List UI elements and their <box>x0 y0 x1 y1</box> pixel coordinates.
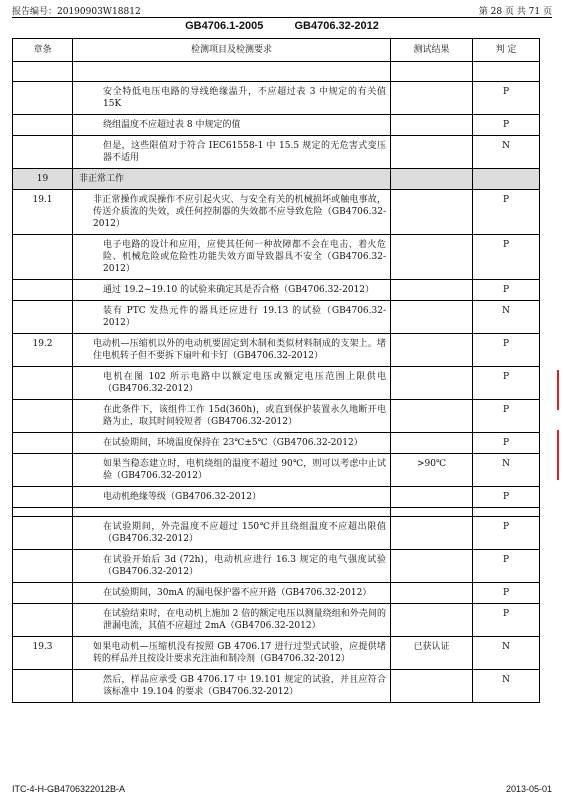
verdict-cell: P <box>473 604 540 637</box>
table-row <box>13 637 540 670</box>
result-cell <box>391 169 473 190</box>
table-row <box>13 508 540 517</box>
requirement-cell: 在试验期间，环境温度保持在 23℃±5℃（GB4706.32-2012） <box>73 433 391 454</box>
test-table <box>12 38 540 703</box>
table-row <box>13 433 540 454</box>
requirement-cell: 电子电路的设计和应用，应使其任何一种故障都不会在电击、着火危险、机械危险或危险性功能失效方面导致器具不安全（GB4706.32-2012） <box>73 235 391 280</box>
table-row <box>13 280 540 301</box>
result-cell <box>391 115 473 136</box>
table-row <box>13 604 540 637</box>
document-date: 2013-05-01 <box>505 784 552 794</box>
clause-cell <box>13 487 73 508</box>
verdict-cell: P <box>473 334 540 367</box>
page-header <box>12 4 552 18</box>
result-cell <box>391 301 473 334</box>
clause-cell <box>13 454 73 487</box>
clause-cell: 19.1 <box>13 190 73 235</box>
requirement-cell: 电机在图 102 所示电路中以额定电压或额定电压范围上限供电（GB4706.32-2012） <box>73 367 391 400</box>
clause-cell <box>13 433 73 454</box>
verdict-cell: N <box>473 454 540 487</box>
clause-cell <box>13 82 73 115</box>
col-verdict: 判 定 <box>473 39 540 62</box>
clause-cell <box>13 604 73 637</box>
table-row <box>13 367 540 400</box>
clause-cell <box>13 670 73 703</box>
table-row <box>13 550 540 583</box>
report-number: 报告编号：20190903W18812 <box>12 7 141 17</box>
requirement-cell: 在试验结束时，在电动机上施加 2 倍的额定电压以测量绕组和外壳间的泄漏电流，其值不应超过 2mA（GB4706.32-2012） <box>73 604 391 637</box>
verdict-cell: P <box>473 115 540 136</box>
clause-cell <box>13 280 73 301</box>
result-cell: 已获认证 <box>391 637 473 670</box>
table-row <box>13 517 540 550</box>
verdict-cell: P <box>473 367 540 400</box>
requirement-cell: 如果电动机—压缩机没有按照 GB 4706.17 进行过型式试验，应提供堵转的样品并且按设计要求充注油和制冷剂（GB4706.32-2012） <box>73 637 391 670</box>
requirement-cell: 非正常工作 <box>73 169 391 190</box>
col-result: 测试结果 <box>391 39 473 62</box>
result-cell <box>391 550 473 583</box>
table-row <box>13 301 540 334</box>
result-cell <box>391 136 473 169</box>
requirement-cell: 通过 19.2~19.10 的试验来确定其是否合格（GB4706.32-2012） <box>73 280 391 301</box>
verdict-cell: P <box>473 550 540 583</box>
spacer-row <box>13 62 540 82</box>
requirement-cell: 但是，这些限值对于符合 IEC61558-1 中 15.5 规定的无危害式变压器不适用 <box>73 136 391 169</box>
verdict-cell: P <box>473 235 540 280</box>
requirement-cell: 装有 PTC 发热元件的器具还应进行 19.13 的试验（GB4706.32-2012） <box>73 301 391 334</box>
verdict-cell: N <box>473 637 540 670</box>
table-row <box>13 670 540 703</box>
result-cell <box>391 508 473 517</box>
document-code: ITC-4-H-GB4706322012B-A <box>12 784 126 794</box>
verdict-cell <box>473 508 540 517</box>
result-cell <box>391 367 473 400</box>
verdict-cell: N <box>473 670 540 703</box>
result-cell <box>391 670 473 703</box>
clause-cell <box>13 583 73 604</box>
verdict-cell: N <box>473 301 540 334</box>
verdict-cell: P <box>473 280 540 301</box>
table-row <box>13 583 540 604</box>
verdict-cell: P <box>473 82 540 115</box>
red-margin-mark <box>557 370 559 410</box>
standard-1: GB4706.1-2005 <box>185 20 264 32</box>
clause-cell <box>13 550 73 583</box>
verdict-cell: P <box>473 487 540 508</box>
result-cell <box>391 604 473 637</box>
requirement-cell: 在此条件下，该组件工作 15d(360h)，或直到保护装置永久地断开电路为止，取其时间较短者（GB4706.32-2012） <box>73 400 391 433</box>
clause-cell <box>13 115 73 136</box>
clause-cell: 19.2 <box>13 334 73 367</box>
result-cell <box>391 334 473 367</box>
clause-cell <box>13 301 73 334</box>
table-row <box>13 235 540 280</box>
table-row <box>13 334 540 367</box>
result-cell <box>391 235 473 280</box>
result-cell <box>391 82 473 115</box>
standard-2: GB4706.32-2012 <box>294 20 379 32</box>
requirement-cell: 然后，样品应承受 GB 4706.17 中 19.101 规定的试验，并且应符合该标准中 19.104 的要求（GB4706.32-2012） <box>73 670 391 703</box>
table-row <box>13 136 540 169</box>
table-row <box>13 190 540 235</box>
requirement-cell: 如果当稳态建立时，电机绕组的温度不超过 90℃，则可以考虑中止试验（GB4706.32-2012） <box>73 454 391 487</box>
result-cell <box>391 487 473 508</box>
result-cell <box>391 190 473 235</box>
col-item: 检测项目及检测要求 <box>73 39 391 62</box>
result-cell <box>391 583 473 604</box>
table-row <box>13 400 540 433</box>
table-row <box>13 115 540 136</box>
verdict-cell: P <box>473 517 540 550</box>
header-rule <box>12 17 552 18</box>
requirement-cell <box>73 508 391 517</box>
verdict-cell <box>473 169 540 190</box>
table-row <box>13 82 540 115</box>
verdict-cell: P <box>473 583 540 604</box>
clause-cell <box>13 517 73 550</box>
clause-cell <box>13 400 73 433</box>
verdict-cell: P <box>473 433 540 454</box>
requirement-cell: 在试验期间，30mA 的漏电保护器不应开路（GB4706.32-2012） <box>73 583 391 604</box>
table-row <box>13 487 540 508</box>
clause-cell: 19.3 <box>13 637 73 670</box>
result-cell: >90℃ <box>391 454 473 487</box>
section-row <box>13 169 540 190</box>
standards-title <box>0 20 564 32</box>
requirement-cell: 在试验开始后 3d (72h)，电动机应进行 16.3 规定的电气强度试验（GB4706.32-2012） <box>73 550 391 583</box>
requirement-cell: 非正常操作或误操作不应引起火灾、与安全有关的机械损坏或触电事故，传送介质流的失效，或任何控制器的失效都不应导致危险（GB4706.32-2012） <box>73 190 391 235</box>
red-margin-mark <box>557 430 559 480</box>
clause-cell <box>13 235 73 280</box>
page-counter: 第 28 页 共 71 页 <box>478 7 552 17</box>
clause-cell: 19 <box>13 169 73 190</box>
clause-cell <box>13 136 73 169</box>
verdict-cell: P <box>473 400 540 433</box>
table-header <box>13 39 540 62</box>
verdict-cell: P <box>473 190 540 235</box>
result-cell <box>391 280 473 301</box>
requirement-cell: 电动机绝缘等级（GB4706.32-2012） <box>73 487 391 508</box>
requirement-cell: 在试验期间，外壳温度不应超过 150℃并且绕组温度不应超出限值（GB4706.32-2012） <box>73 517 391 550</box>
col-clause: 章条 <box>13 39 73 62</box>
result-cell <box>391 517 473 550</box>
clause-cell <box>13 508 73 517</box>
requirement-cell: 安全特低电压电路的导线绝缘温升，不应超过表 3 中规定的有关值 15K <box>73 82 391 115</box>
requirement-cell: 绕组温度不应超过表 8 中规定的值 <box>73 115 391 136</box>
table-row <box>13 454 540 487</box>
clause-cell <box>13 367 73 400</box>
verdict-cell: N <box>473 136 540 169</box>
result-cell <box>391 433 473 454</box>
requirement-cell: 电动机—压缩机以外的电动机要固定到木制和类似材料制成的支架上。堵住电机转子但不要拆下扇叶和卡钉（GB4706.32-2012） <box>73 334 391 367</box>
result-cell <box>391 400 473 433</box>
